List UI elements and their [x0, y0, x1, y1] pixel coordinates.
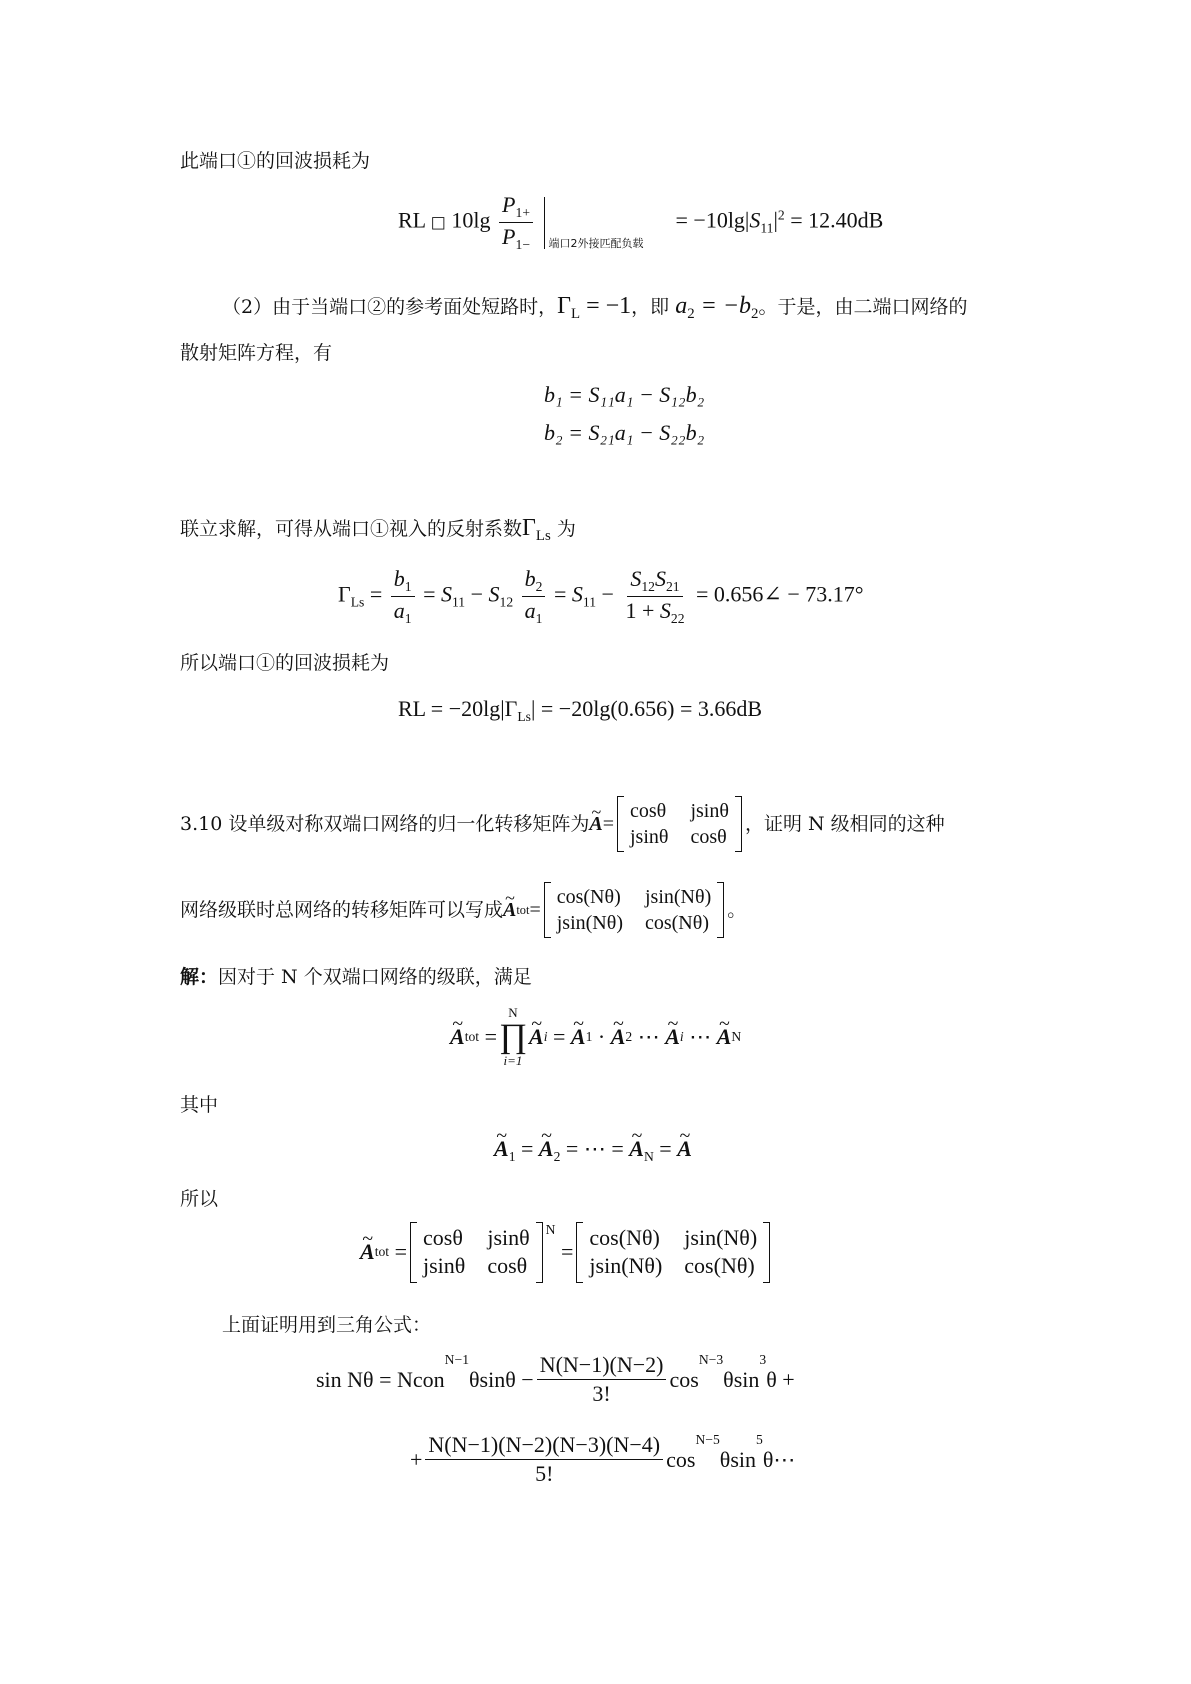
p6-text-b: ，证明 N 级相同的这种	[744, 812, 945, 835]
trig1-frac	[537, 1352, 667, 1408]
eq-a-tilde: ~ A	[589, 812, 602, 836]
trig2-tail1: cos	[666, 1446, 696, 1472]
mp-jsin: jsinθ	[487, 1225, 530, 1250]
eq-rl-result: = 12.40dB	[790, 207, 884, 233]
eq-gamma-sub: L	[570, 306, 581, 323]
trig2-lhs: +	[410, 1446, 423, 1472]
eq-rl2: RL = −20lg|Γ	[398, 696, 518, 721]
trig1-tail2: θsin	[723, 1366, 760, 1392]
eq-gamma-ls-inline	[522, 515, 551, 545]
solution-text: 因对于 N 个双端口网络的级联，满足	[218, 966, 532, 988]
problem-3-10	[180, 796, 945, 852]
eq-matrix-atot: ~ A tot = cos(Nθ) jsin(Nθ) jsin(Nθ) cos(Nθ)	[503, 882, 727, 938]
m-cos: cosθ	[629, 800, 667, 822]
eq-rl-symbol: RL	[398, 207, 426, 233]
p7-text-a: 网络级联时总网络的转移矩阵可以写成	[180, 898, 504, 921]
paragraph-trig-formula: 上面证明用到三角公式：	[222, 1314, 432, 1336]
eq-rl2-sub: Ls	[517, 708, 531, 724]
trig1-lhs: sin Nθ = Ncon	[316, 1366, 445, 1392]
equation-return-loss-2	[398, 696, 762, 725]
prod-lower: i=1	[503, 1053, 523, 1069]
mt-jsin: jsin(Nθ)	[644, 886, 712, 908]
mp-cos-2: cosθ	[487, 1253, 528, 1279]
eq-gls-lhs-sub: Ls	[350, 594, 365, 610]
matrix-single	[617, 796, 742, 852]
paragraph-return-loss-intro: 此端口①的回波损耗为	[180, 150, 371, 172]
p2-text: （2）由于当端口②的参考面处短路时，	[222, 296, 558, 318]
trig2-num: N(N−1)(N−2)(N−3)(N−4)	[425, 1432, 663, 1460]
equation-gamma-ls: $\Gamma_{Ls}$ = $\frac{b_1}{a_1}$ = $S_{11} - S_{12}$ $\frac{b_2}{a_1}$ = $S_{11}$ − $\frac{S_{12}S_{21}}{1 + S_{22}}$ = 0.656∠ − 73.17°	[338, 566, 864, 626]
m-cos-2: cosθ	[690, 826, 727, 848]
eq-frac-b1-a1: $\frac{b_1}{a_1}$	[391, 566, 415, 627]
mr-jsin: jsin(Nθ)	[684, 1225, 758, 1250]
eq-a2: a	[675, 293, 688, 319]
mt-cos: cos(Nθ)	[556, 886, 621, 908]
eq-a2-b2	[675, 293, 759, 323]
eq-p-den: P	[502, 224, 516, 250]
p2-text-c: 。于是，由二端口网络的	[758, 296, 968, 318]
equation-equal-matrices: ~ $A_1$ = ~ $A_2$ = ⋯ = ~ $A_N$ = ~ A	[494, 1136, 692, 1165]
eq-eval-condition: 端口2外接匹配负载	[548, 237, 644, 251]
matrix-total	[544, 882, 725, 938]
trig2-frac	[425, 1432, 663, 1488]
eq-a2-rhs: = −b	[694, 293, 752, 319]
p7-text-b: 。	[727, 898, 747, 921]
m-jsin: jsinθ	[690, 800, 729, 822]
eq-matrix-a: ~ A = cosθ jsinθ jsinθ cosθ	[589, 796, 745, 852]
eq-gamma-val: = −1	[580, 293, 632, 319]
eq-gls-lhs: Γ	[338, 581, 351, 607]
equation-product: ~ A tot = N ∏ i=1 ~ A i = ~ A 1 · ~ A 2 ⋯ ~ A i ⋯ ~ A N	[450, 1006, 741, 1069]
mp-jsin-2: jsinθ	[423, 1253, 466, 1279]
paragraph-short-circuit	[222, 292, 967, 324]
equation-return-loss-1	[398, 192, 883, 253]
problem-3-10-cont	[180, 882, 746, 938]
trig1-sup2: N−3	[698, 1352, 724, 1367]
trig2-tail3: θ⋯	[762, 1446, 796, 1472]
m-jsin-2: jsinθ	[629, 826, 669, 848]
mp-cos: cosθ	[423, 1225, 463, 1250]
eq-gls-result: = 0.656∠ − 73.17°	[696, 581, 864, 607]
equation-trig-2	[410, 1432, 795, 1488]
eq-b2-sub: 2	[751, 306, 759, 323]
eq-p-num-sub: 1+	[515, 204, 530, 220]
prod-upper: N	[508, 1005, 518, 1020]
p4-text-b: 为	[556, 518, 576, 540]
trig2-sup2: 5	[756, 1432, 763, 1447]
eq-p-den-sub: 1−	[515, 236, 530, 252]
eq-gls-sub: Ls	[535, 528, 551, 545]
eq-rl2-end: | = −20lg(0.656) = 3.66dB	[530, 696, 763, 721]
mr-cos: cos(Nθ)	[589, 1225, 660, 1250]
p6-text-a: 3.10 设单级对称双端口网络的归一化转移矩阵为	[180, 812, 590, 835]
eq-frac-b2-a1: $\frac{b_2}{a_1}$	[522, 566, 546, 627]
paragraph-therefore: 所以	[180, 1188, 219, 1210]
trig1-tail3: θ +	[766, 1366, 795, 1392]
eq-atot-tilde: ~ A	[503, 898, 516, 922]
matrix-power-exp: N	[545, 1222, 556, 1237]
eq-frac-s12s21: $\frac{S_{12}S_{21}}{1 + S_{22}}$	[625, 566, 685, 626]
eq-rl-mid: = −10lg|	[675, 207, 750, 233]
paragraph-return-loss-2: 所以端口①的回波损耗为	[180, 652, 390, 674]
eq-abs-end: |	[773, 207, 778, 233]
mr-jsin-2: jsin(Nθ)	[589, 1253, 663, 1279]
mt-jsin-2: jsin(Nθ)	[556, 912, 623, 934]
eq-gls: Γ	[522, 515, 536, 541]
trig1-sup1: N−1	[444, 1352, 470, 1367]
solution-label: 解：	[180, 966, 219, 988]
equation-matrix-power: ~ A tot = cosθ jsinθ jsinθ cosθ $^N$ = cos(Nθ) jsin(Nθ) jsin(Nθ) cos(Nθ)	[360, 1222, 773, 1283]
eq-missing-glyph: □	[430, 212, 446, 232]
eq-gamma-l	[557, 293, 632, 323]
trig1-tail1: cos	[669, 1366, 699, 1392]
trig1-den: 3!	[592, 1381, 611, 1407]
paragraph-where: 其中	[180, 1094, 219, 1116]
trig1-sup3: 3	[759, 1352, 767, 1367]
paragraph-scattering: 散射矩阵方程，有	[180, 342, 333, 364]
eq-s-sub: 11	[760, 220, 774, 236]
trig1-num: N(N−1)(N−2)	[537, 1352, 667, 1380]
mt-cos-2: cos(Nθ)	[644, 912, 709, 934]
eq-10lg: 10lg	[451, 207, 491, 233]
eq-gamma: Γ	[557, 293, 571, 319]
paragraph-solve	[180, 514, 576, 546]
equation-system-2: b₂ = S₂₁a₁ − S₂₂b₂	[544, 420, 705, 445]
product-symbol: N ∏ i=1	[499, 1005, 527, 1069]
trig2-den: 5!	[535, 1461, 554, 1487]
matrix-power-base	[410, 1222, 543, 1283]
eq-eval-bar	[544, 197, 644, 251]
trig2-tail2: θsin	[719, 1446, 756, 1472]
eq-square: 2	[777, 207, 785, 223]
trig2-sup1: N−5	[695, 1432, 720, 1447]
eq-p-num: P	[502, 192, 516, 217]
eq-a2-sub: 2	[687, 306, 695, 323]
p4-text: 联立求解，可得从端口①视入的反射系数	[180, 518, 523, 540]
equation-trig-1	[316, 1352, 795, 1408]
eq-s: S	[749, 207, 761, 233]
eq-power-ratio	[499, 192, 533, 253]
p2-text-b: ，即	[631, 296, 670, 318]
matrix-power-result	[576, 1222, 770, 1283]
trig1-mid: θsinθ −	[469, 1366, 534, 1392]
equation-system-1: b₁ = S₁₁a₁ − S₁₂b₂	[544, 382, 705, 407]
solution-intro	[180, 966, 532, 989]
mr-cos-2: cos(Nθ)	[684, 1253, 755, 1279]
